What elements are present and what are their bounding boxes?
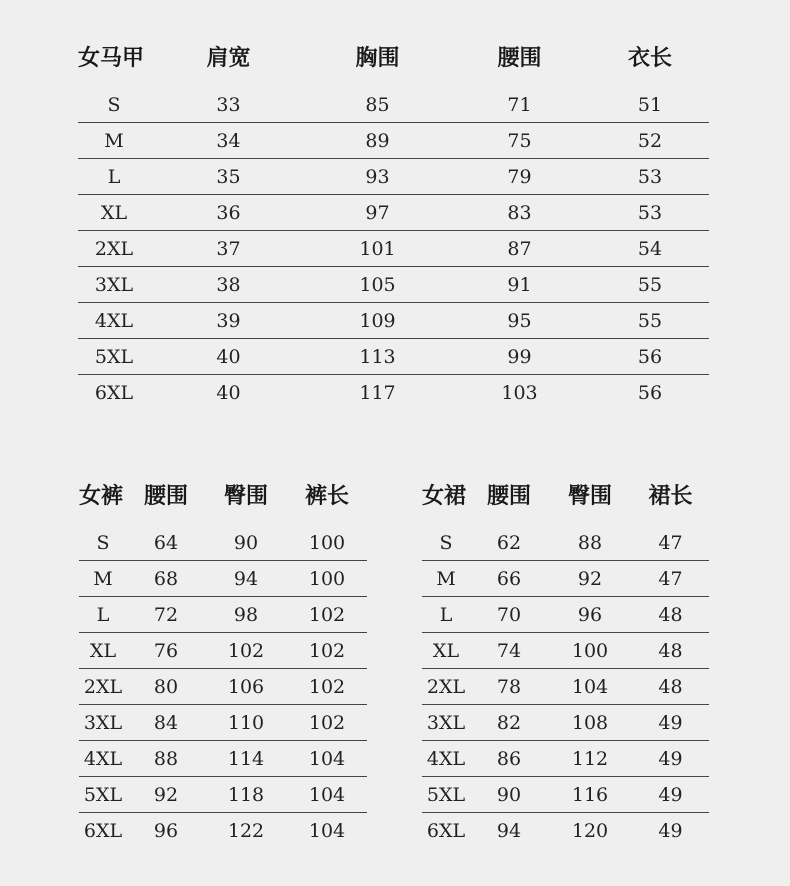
table-row (422, 741, 709, 777)
table-row (422, 813, 709, 849)
table-row (422, 561, 709, 597)
measurement-value: 92 (577, 567, 603, 590)
measurement-value: 48 (658, 639, 683, 662)
measurement-value: 83 (507, 201, 532, 224)
measurement-value: 110 (227, 711, 265, 734)
table-row (79, 705, 367, 741)
table-row (79, 633, 367, 669)
column-header: 裤长 (304, 482, 349, 509)
column-header: 腰围 (486, 482, 531, 509)
measurement-value: 113 (359, 345, 396, 368)
measurement-value: 109 (359, 309, 396, 332)
table-row (422, 525, 709, 561)
skirt-size-table (422, 474, 709, 849)
measurement-value: 94 (496, 820, 522, 842)
measurement-value: 87 (507, 237, 532, 260)
measurement-value: 102 (308, 711, 346, 734)
measurement-value: 68 (153, 567, 179, 590)
table-row (422, 669, 709, 705)
size-label: 4XL (83, 747, 123, 770)
measurement-value: 36 (216, 201, 241, 224)
size-label: 6XL (426, 820, 466, 842)
table-row (78, 339, 709, 375)
measurement-value: 100 (308, 531, 346, 554)
size-label: 5XL (83, 783, 123, 806)
measurement-value: 118 (227, 783, 265, 806)
measurement-value: 86 (496, 747, 522, 770)
measurement-value: 90 (496, 783, 522, 806)
size-label: 6XL (83, 820, 123, 842)
measurement-value: 39 (216, 309, 241, 332)
table-row (78, 159, 709, 195)
measurement-value: 103 (501, 382, 538, 404)
measurement-value: 104 (308, 747, 346, 770)
skirt-table-title: 女裙 (422, 482, 467, 509)
measurement-value: 101 (359, 237, 396, 260)
table-row (79, 777, 367, 813)
table-row (78, 267, 709, 303)
measurement-value: 70 (496, 603, 522, 626)
skirt-header-row (422, 474, 709, 514)
measurement-value: 108 (571, 711, 609, 734)
measurement-value: 33 (216, 93, 241, 116)
column-header: 肩宽 (206, 44, 251, 71)
measurement-value: 116 (571, 783, 609, 806)
measurement-value: 88 (577, 531, 603, 554)
measurement-value: 40 (216, 382, 241, 404)
measurement-value: 79 (507, 165, 532, 188)
measurement-value: 102 (227, 639, 265, 662)
table-row (79, 561, 367, 597)
vest-size-table (78, 36, 709, 411)
measurement-value: 105 (359, 273, 396, 296)
size-label: L (107, 165, 121, 188)
measurement-value: 53 (637, 201, 663, 224)
measurement-value: 92 (153, 783, 179, 806)
measurement-value: 47 (658, 531, 683, 554)
size-label: 4XL (426, 747, 466, 770)
size-label: 2XL (426, 675, 466, 698)
measurement-value: 75 (507, 129, 532, 152)
size-label: 3XL (83, 711, 123, 734)
measurement-value: 97 (365, 201, 390, 224)
measurement-value: 78 (496, 675, 522, 698)
size-label: 2XL (94, 237, 134, 260)
size-label: 2XL (83, 675, 123, 698)
measurement-value: 98 (233, 603, 259, 626)
measurement-value: 51 (637, 93, 663, 116)
measurement-value: 72 (153, 603, 179, 626)
measurement-value: 96 (577, 603, 603, 626)
measurement-value: 88 (153, 747, 179, 770)
measurement-value: 37 (216, 237, 241, 260)
measurement-value: 49 (658, 747, 683, 770)
table-row (78, 303, 709, 339)
column-header: 衣长 (627, 44, 672, 71)
measurement-value: 96 (153, 820, 179, 842)
size-label: L (439, 603, 453, 626)
pants-size-table (79, 474, 367, 849)
measurement-value: 104 (308, 820, 346, 842)
table-row (79, 669, 367, 705)
measurement-value: 40 (216, 345, 241, 368)
measurement-value: 99 (507, 345, 532, 368)
measurement-value: 89 (365, 129, 390, 152)
table-row (78, 195, 709, 231)
measurement-value: 48 (658, 675, 683, 698)
measurement-value: 48 (658, 603, 683, 626)
measurement-value: 66 (496, 567, 522, 590)
measurement-value: 55 (637, 309, 663, 332)
column-header: 胸围 (355, 44, 400, 71)
column-header: 裙长 (648, 482, 693, 509)
table-row (422, 705, 709, 741)
measurement-value: 56 (637, 382, 663, 404)
measurement-value: 49 (658, 820, 683, 842)
measurement-value: 49 (658, 711, 683, 734)
measurement-value: 102 (308, 675, 346, 698)
size-label: XL (432, 639, 460, 662)
measurement-value: 82 (496, 711, 522, 734)
measurement-value: 62 (496, 531, 522, 554)
table-row (422, 777, 709, 813)
size-label: 3XL (426, 711, 466, 734)
measurement-value: 104 (571, 675, 609, 698)
measurement-value: 122 (227, 820, 265, 842)
measurement-value: 34 (216, 129, 241, 152)
pants-header-row (79, 474, 367, 514)
table-row (78, 231, 709, 267)
size-label: 5XL (94, 345, 134, 368)
measurement-value: 100 (571, 639, 609, 662)
size-label: S (107, 93, 121, 116)
table-row (79, 741, 367, 777)
size-label: L (96, 603, 110, 626)
measurement-value: 53 (637, 165, 663, 188)
measurement-value: 91 (507, 273, 532, 296)
table-row (422, 633, 709, 669)
measurement-value: 52 (637, 129, 663, 152)
measurement-value: 114 (227, 747, 265, 770)
size-label: XL (89, 639, 117, 662)
table-row (78, 375, 709, 411)
vest-header-row (78, 36, 709, 76)
measurement-value: 112 (571, 747, 609, 770)
measurement-value: 35 (216, 165, 241, 188)
measurement-value: 56 (637, 345, 663, 368)
column-header: 腰围 (497, 44, 542, 71)
column-header: 腰围 (143, 482, 188, 509)
vest-table-title: 女马甲 (78, 44, 145, 71)
table-row (422, 597, 709, 633)
size-label: M (436, 567, 456, 590)
measurement-value: 100 (308, 567, 346, 590)
measurement-value: 38 (216, 273, 241, 296)
measurement-value: 90 (233, 531, 259, 554)
measurement-value: 80 (153, 675, 179, 698)
measurement-value: 120 (571, 820, 609, 842)
size-label: 3XL (94, 273, 134, 296)
measurement-value: 94 (233, 567, 259, 590)
measurement-value: 85 (365, 93, 390, 116)
measurement-value: 47 (658, 567, 683, 590)
measurement-value: 55 (637, 273, 663, 296)
table-row (78, 87, 709, 123)
size-label: M (93, 567, 113, 590)
pants-table-title: 女裤 (79, 482, 124, 509)
measurement-value: 102 (308, 603, 346, 626)
measurement-value: 74 (496, 639, 522, 662)
size-label: 4XL (94, 309, 134, 332)
table-row (79, 525, 367, 561)
size-label: S (96, 531, 110, 554)
measurement-value: 104 (308, 783, 346, 806)
size-label: XL (100, 201, 128, 224)
measurement-value: 84 (153, 711, 179, 734)
measurement-value: 117 (359, 382, 396, 404)
size-label: 6XL (94, 382, 134, 404)
measurement-value: 54 (637, 237, 663, 260)
measurement-value: 76 (153, 639, 179, 662)
measurement-value: 49 (658, 783, 683, 806)
measurement-value: 64 (153, 531, 179, 554)
size-label: M (104, 129, 124, 152)
measurement-value: 95 (507, 309, 532, 332)
measurement-value: 93 (365, 165, 390, 188)
column-header: 臀围 (567, 482, 612, 509)
measurement-value: 71 (507, 93, 532, 116)
table-row (78, 123, 709, 159)
table-row (79, 597, 367, 633)
measurement-value: 102 (308, 639, 346, 662)
column-header: 臀围 (223, 482, 268, 509)
table-row (79, 813, 367, 849)
size-label: 5XL (426, 783, 466, 806)
size-label: S (439, 531, 453, 554)
measurement-value: 106 (227, 675, 265, 698)
